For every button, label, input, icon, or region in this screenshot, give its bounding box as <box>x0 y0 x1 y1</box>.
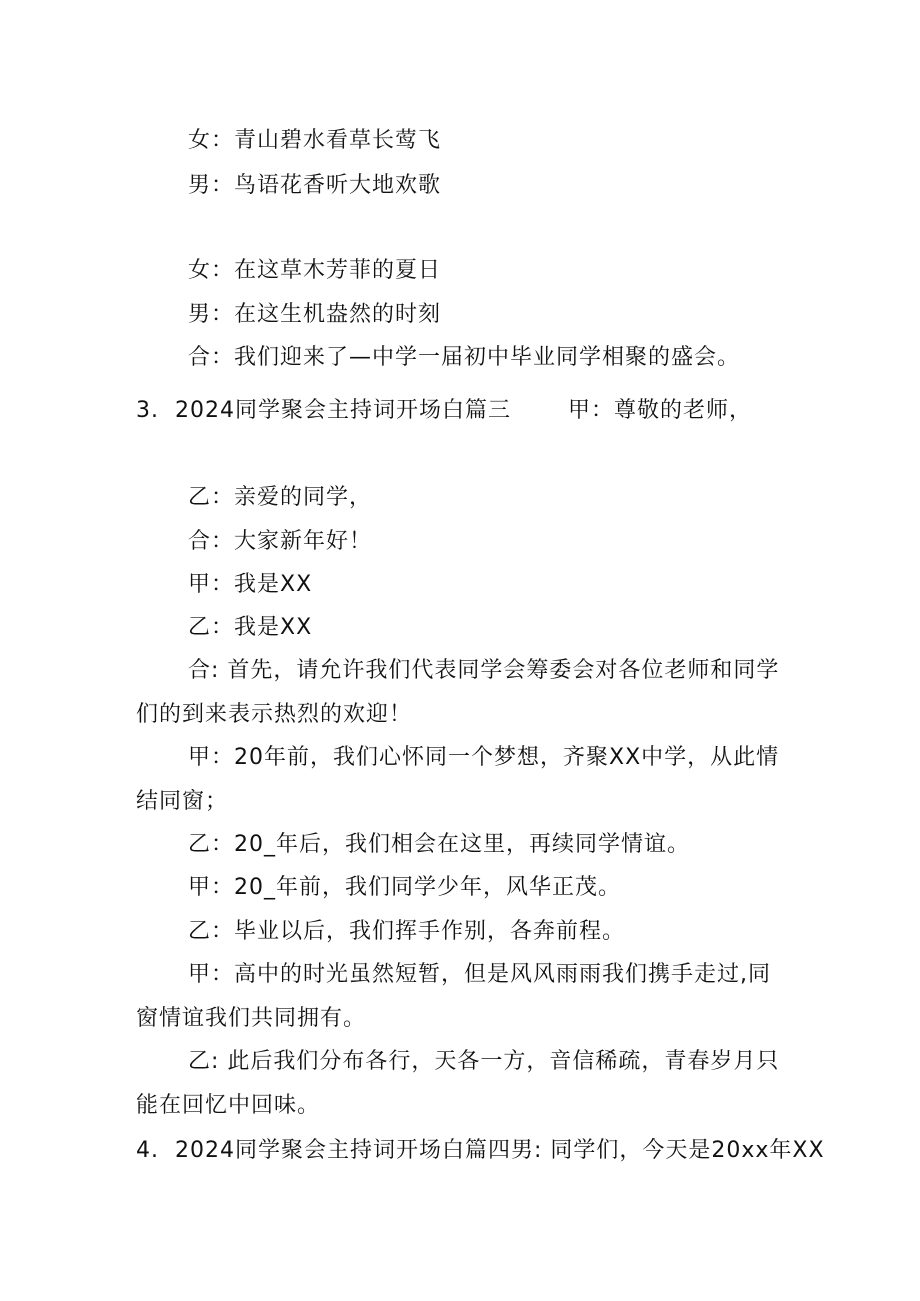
dialogue-text: 亲爱的同学， <box>234 485 373 510</box>
speaker-label: 女 <box>188 258 212 283</box>
section-title: 2024同学聚会主持词开场白篇三 <box>175 398 511 423</box>
dialogue-line: 女：青山碧水看草长莺飞 <box>188 128 442 153</box>
speaker-label: 甲 <box>188 572 212 597</box>
dialogue-line: 男：鸟语花香听大地欢歌 <box>188 173 442 198</box>
dialogue-line: 合：我们迎来了—中学一届初中毕业同学相聚的盛会。 <box>188 345 741 370</box>
dialogue-line: 男：在这生机盎然的时刻 <box>188 302 442 327</box>
dialogue-text: 在这草木芳菲的夏日 <box>234 258 442 283</box>
dialogue-text: 鸟语花香听大地欢歌 <box>234 173 442 198</box>
speaker-label: 女 <box>188 128 212 153</box>
dialogue-text: 我们迎来了—中学一届初中毕业同学相聚的盛会。 <box>234 345 741 370</box>
dialogue-line: 甲：20_年前，我们同学少年，风华正茂。 <box>188 875 621 900</box>
paragraph-line: 窗情谊我们共同拥有。 <box>136 1006 367 1031</box>
speaker-label: 乙 <box>188 485 212 510</box>
section-heading <box>136 1137 825 1165</box>
paragraph-line: 合: 首先，请允许我们代表同学会筹委会对各位老师和同学 <box>188 658 780 683</box>
paragraph-line: 甲：高中的时光虽然短暂，但是风风雨雨我们携手走过,同 <box>188 962 771 987</box>
dialogue-text: 在这生机盎然的时刻 <box>234 302 442 327</box>
dialogue-text: 我是XX <box>234 572 313 597</box>
section-text: 2024同学聚会主持词开场白篇四男: 同学们，今天是20xx年XX <box>175 1138 825 1163</box>
dialogue-text: 大家新年好！ <box>234 529 373 554</box>
dialogue-line: 甲：我是XX <box>188 572 313 597</box>
dialogue-line: 甲：尊敬的老师， <box>568 398 753 423</box>
section-number: 4. <box>136 1138 159 1163</box>
speaker-label: 合 <box>188 345 212 370</box>
speaker-label: 乙 <box>188 615 212 640</box>
dialogue-line: 乙：20_年后，我们相会在这里，再续同学情谊。 <box>188 832 690 857</box>
paragraph-line: 能在回忆中回味。 <box>136 1093 321 1118</box>
section-heading <box>136 397 511 425</box>
speaker-label: 男 <box>188 173 212 198</box>
paragraph-line: 甲：20年前，我们心怀同一个梦想，齐聚XX中学，从此情 <box>188 745 780 770</box>
dialogue-text: 我是XX <box>234 615 313 640</box>
section-number: 3. <box>136 398 159 423</box>
paragraph-line: 们的到来表示热烈的欢迎！ <box>136 702 413 727</box>
dialogue-text: 青山碧水看草长莺飞 <box>234 128 442 153</box>
dialogue-line: 乙：亲爱的同学， <box>188 485 373 510</box>
dialogue-line: 乙：我是XX <box>188 615 313 640</box>
paragraph-line: 乙: 此后我们分布各行，天各一方，音信稀疏，青春岁月只 <box>188 1049 780 1074</box>
paragraph-line: 结同窗； <box>136 789 229 814</box>
dialogue-line: 乙：毕业以后，我们挥手作别，各奔前程。 <box>188 919 626 944</box>
dialogue-line: 合：大家新年好！ <box>188 529 373 554</box>
speaker-label: 合 <box>188 529 212 554</box>
dialogue-line: 女：在这草木芳菲的夏日 <box>188 258 442 283</box>
speaker-label: 男 <box>188 302 212 327</box>
